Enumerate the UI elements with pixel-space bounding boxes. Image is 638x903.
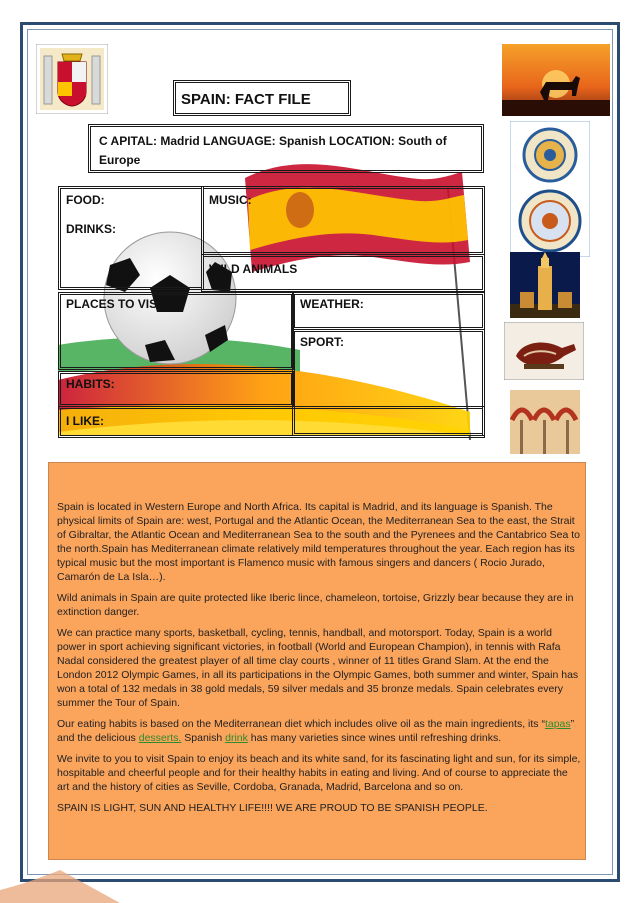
paragraph-closing: SPAIN IS LIGHT, SUN AND HEALTHY LIFE!!!! WE ARE PROUD TO BE SPANISH PEOPLE. [57, 802, 488, 814]
tapas-link[interactable]: tapas [544, 718, 571, 730]
i-like-label: I LIKE: [66, 414, 104, 428]
p4-part-b: ” and the delicious [57, 718, 575, 744]
i-like-box [58, 406, 485, 438]
p4-part-c: Spanish [181, 732, 226, 744]
paragraph-invite: We invite to you to visit Spain to enjoy its beach and its white sand, for its fascinating light and sun, for its simple, hospitable and cheerful people and for their healthy habits in eating and living. And of course to appreciate the art and the history of cities as Seville, Cordoba, Granada, Madrid, Barcelona and so on. [57, 753, 581, 793]
p4-part-a: Our eating habits is based on the Mediterranean diet which includes olive oil as the main ingredients, its “ [57, 718, 545, 730]
food-label: FOOD: [66, 193, 105, 207]
paragraph-sports: We can practice many sports, basketball, cycling, tennis, handball, and motorsport. Today, Spain is a world power in sport achieving significant victories, in football (World and European Champion), in tennis with Rafa Nadal considered the greatest player of all time clay courts , winner of 11 titles Grand Slam. At the end the London 2012 Olympic Games, in all its participations in the Olympic Games, both summer and winter, Spain has won a total of 132 medals in 38 gold medals, 59 silver medals and 35 bronze medals. Spain celebrates every summer the Tour of Spain. [57, 627, 579, 709]
sport-label: SPORT: [300, 335, 345, 349]
paragraph-wild-animals: Wild animals in Spain are quite protected like Iberic lince, chameleon, tortoise, Grizzly bear because they are in extinction danger. [57, 592, 574, 618]
giralda-tower-image [510, 252, 580, 318]
ceramic-plates-image [510, 121, 590, 257]
weather-label: WEATHER: [300, 297, 364, 311]
p4-part-d: has many varieties since wines until refreshing drinks. [247, 732, 502, 744]
places-to-visit-box [58, 292, 294, 370]
coat-of-arms-image [36, 44, 108, 114]
fact-file-title [173, 80, 351, 116]
habits-label: HABITS: [66, 377, 115, 391]
capital-language-location-box [88, 124, 484, 173]
bottom-corner-decoration [0, 860, 638, 903]
fact-file-title-text: SPAIN: FACT FILE [181, 91, 311, 108]
habits-box [58, 371, 294, 407]
capital-language-location-text: C APITAL: Madrid LANGUAGE: Spanish LOCATION: South of Europe [99, 134, 447, 167]
music-label: MUSIC: [209, 193, 252, 207]
paragraph-location: Spain is located in Western Europe and North Africa. Its capital is Madrid, and its language is Spanish. The physical limits of Spain are: west, Portugal and the Atlantic Ocean, the Mediterranean Sea to the east, the Strait of Gibraltar, the Atlantic Ocean and Mediterranean Sea to the south and the Pyrenees and the Cantabrico Sea to the north.Spain has Mediterranean climate relatively mild temperatures throughout the year. Each region has its typical music but the most important is Flamenco music with famous singers and dancers ( Rocio Jurado, Camarón de La Isla…). [57, 501, 581, 583]
mezquita-arches-image [510, 390, 580, 454]
music-box [201, 186, 485, 255]
places-label: PLACES TO VISIT [66, 297, 168, 311]
food-drinks-box [58, 186, 204, 290]
paragraph-eating-habits [57, 717, 581, 745]
weather-box [292, 292, 485, 330]
drinks-label: DRINKS: [66, 222, 116, 236]
wild-animals-box [201, 254, 485, 292]
wild-animals-label: WILD ANIMALS [209, 262, 298, 276]
body-text [57, 500, 581, 822]
drink-link[interactable]: drink [225, 732, 248, 744]
bull-sunset-image [502, 44, 610, 116]
jamon-image [504, 322, 584, 380]
desserts-link[interactable]: desserts. [138, 732, 182, 744]
